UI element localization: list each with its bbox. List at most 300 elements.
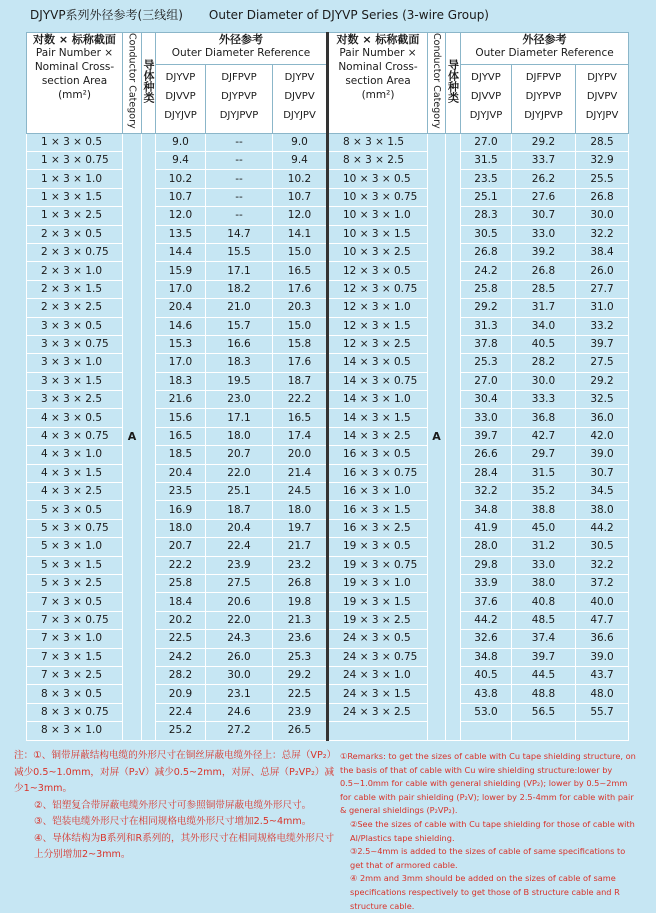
- pair-cell: 8 × 3 × 1.5: [328, 133, 428, 151]
- header-models-col1-left: DJYVP DJVVP DJYJVP: [156, 64, 206, 133]
- value-cell: 38.8: [512, 501, 576, 519]
- pair-cell: 4 × 3 × 0.75: [27, 427, 123, 445]
- value-cell: 17.1: [206, 409, 273, 427]
- header-category-cn-right: 导体种类: [446, 33, 461, 134]
- table-row: [27, 225, 629, 243]
- table-row: [27, 574, 629, 592]
- pair-cell: 19 × 3 × 1.0: [328, 574, 428, 592]
- value-cell: 22.4: [156, 703, 206, 721]
- pair-cell: 24 × 3 × 0.5: [328, 630, 428, 648]
- value-cell: 14.7: [206, 225, 273, 243]
- table-row: [27, 133, 629, 151]
- value-cell: 23.9: [206, 556, 273, 574]
- table-row: [27, 685, 629, 703]
- value-cell: 24.2: [156, 648, 206, 666]
- value-cell: 44.5: [512, 666, 576, 684]
- header-od-left: 外径参考 Outer Diameter Reference: [156, 33, 328, 65]
- pair-cell: 7 × 3 × 1.0: [27, 630, 123, 648]
- table-row: [27, 519, 629, 537]
- table-row: [27, 501, 629, 519]
- value-cell: 38.0: [512, 574, 576, 592]
- value-cell: 18.4: [156, 593, 206, 611]
- value-cell: 25.3: [461, 354, 512, 372]
- value-cell: 10.2: [156, 170, 206, 188]
- header-models-col2-left: DJFPVP DJYPVP DJYJPVP: [206, 64, 273, 133]
- page-title: [30, 6, 489, 23]
- table-row: [27, 427, 629, 445]
- pair-cell: 24 × 3 × 0.75: [328, 648, 428, 666]
- value-cell: 26.6: [461, 446, 512, 464]
- value-cell: 26.2: [512, 170, 576, 188]
- pair-cell: 1 × 3 × 1.0: [27, 170, 123, 188]
- value-cell: 30.4: [461, 391, 512, 409]
- value-cell: 32.5: [576, 391, 629, 409]
- value-cell: 24.5: [273, 483, 328, 501]
- value-cell: 23.9: [273, 703, 328, 721]
- header-od-right: 外径参考 Outer Diameter Reference: [461, 33, 629, 65]
- pair-cell: 2 × 3 × 0.75: [27, 243, 123, 261]
- value-cell: 29.2: [512, 133, 576, 151]
- value-cell: 18.0: [156, 519, 206, 537]
- value-cell: 21.7: [273, 538, 328, 556]
- value-cell: 36.8: [512, 409, 576, 427]
- value-cell: 27.0: [461, 133, 512, 151]
- value-cell: 40.8: [512, 593, 576, 611]
- header-pair-right: 对数 × 标称截面 Pair Number × Nominal Cross-section Area (mm²): [328, 33, 428, 134]
- pair-cell: 4 × 3 × 2.5: [27, 483, 123, 501]
- value-cell: 56.5: [512, 703, 576, 721]
- value-cell: 17.1: [206, 262, 273, 280]
- header-category-cn-left: 导体种类: [142, 33, 156, 134]
- note-en-item: ①Remarks: to get the sizes of cable with Cu tape shielding structure, on the basis of that of cable with Cu wire shielding structure:lower by 0.5~1.0mm for cable with general shielding (VP₂); lower by 0.5~2mm for cable with pair shielding (P₂V); lower by 2.5-4mm for cable with pair & general shieldings (P₂VP₂).: [340, 751, 636, 816]
- value-cell: 23.6: [273, 630, 328, 648]
- value-cell: 34.8: [461, 648, 512, 666]
- table-row: [27, 170, 629, 188]
- header-models-col3-left: DJYPV DJVPV DJYJPV: [273, 64, 328, 133]
- pair-cell: 2 × 3 × 1.5: [27, 280, 123, 298]
- table-row: [27, 722, 629, 740]
- value-cell: 43.7: [576, 666, 629, 684]
- pair-cell: [328, 722, 428, 740]
- value-cell: 15.3: [156, 335, 206, 353]
- pair-cell: 3 × 3 × 1.5: [27, 372, 123, 390]
- value-cell: 40.5: [461, 666, 512, 684]
- value-cell: 20.4: [156, 464, 206, 482]
- table-row: [27, 335, 629, 353]
- table-row: [27, 483, 629, 501]
- value-cell: 20.7: [156, 538, 206, 556]
- value-cell: 14.1: [273, 225, 328, 243]
- value-cell: 19.7: [273, 519, 328, 537]
- note-cn-item: ④、导体结构为B系列和R系列的，其外形尺寸在相同规格电缆外形尺寸上分别增加2~3mm。: [34, 832, 335, 860]
- value-cell: 37.8: [461, 335, 512, 353]
- table-row: [27, 464, 629, 482]
- value-cell: 32.9: [576, 152, 629, 170]
- value-cell: 9.4: [156, 152, 206, 170]
- value-cell: 39.7: [461, 427, 512, 445]
- value-cell: 28.5: [576, 133, 629, 151]
- pair-cell: 14 × 3 × 0.5: [328, 354, 428, 372]
- value-cell: 16.5: [273, 262, 328, 280]
- value-cell: 41.9: [461, 519, 512, 537]
- table-row: [27, 299, 629, 317]
- value-cell: 21.3: [273, 611, 328, 629]
- value-cell: 22.5: [273, 685, 328, 703]
- value-cell: 26.5: [273, 722, 328, 740]
- pair-cell: 8 × 3 × 0.75: [27, 703, 123, 721]
- value-cell: 17.6: [273, 280, 328, 298]
- value-cell: 15.5: [206, 243, 273, 261]
- value-cell: 38.4: [576, 243, 629, 261]
- value-cell: 25.5: [576, 170, 629, 188]
- category-spacer: [142, 133, 156, 740]
- value-cell: 10.7: [273, 188, 328, 206]
- value-cell: 40.5: [512, 335, 576, 353]
- value-cell: 26.8: [576, 188, 629, 206]
- pair-cell: 16 × 3 × 2.5: [328, 519, 428, 537]
- table-row: [27, 188, 629, 206]
- value-cell: 26.8: [512, 262, 576, 280]
- table-row: [27, 556, 629, 574]
- value-cell: 30.0: [512, 372, 576, 390]
- value-cell: 32.2: [576, 556, 629, 574]
- value-cell: 22.5: [156, 630, 206, 648]
- value-cell: 31.5: [512, 464, 576, 482]
- pair-cell: 10 × 3 × 1.0: [328, 207, 428, 225]
- category-cell: A: [428, 133, 446, 740]
- header-category-en-left: Conductor Category: [123, 33, 142, 134]
- value-cell: 33.0: [512, 556, 576, 574]
- value-cell: 19.8: [273, 593, 328, 611]
- value-cell: 22.0: [206, 611, 273, 629]
- value-cell: 22.2: [273, 391, 328, 409]
- value-cell: 29.2: [461, 299, 512, 317]
- value-cell: 33.3: [512, 391, 576, 409]
- value-cell: 18.0: [273, 501, 328, 519]
- pair-cell: 5 × 3 × 0.5: [27, 501, 123, 519]
- value-cell: --: [206, 170, 273, 188]
- value-cell: 28.2: [156, 666, 206, 684]
- value-cell: 29.8: [461, 556, 512, 574]
- value-cell: 30.0: [576, 207, 629, 225]
- value-cell: 31.3: [461, 317, 512, 335]
- value-cell: 13.5: [156, 225, 206, 243]
- pair-cell: 19 × 3 × 0.75: [328, 556, 428, 574]
- value-cell: 27.2: [206, 722, 273, 740]
- pair-cell: 8 × 3 × 0.5: [27, 685, 123, 703]
- value-cell: 9.0: [273, 133, 328, 151]
- pair-cell: 8 × 3 × 1.0: [27, 722, 123, 740]
- pair-cell: 10 × 3 × 0.75: [328, 188, 428, 206]
- value-cell: 27.7: [576, 280, 629, 298]
- header-models-col2-right: DJFPVP DJYPVP DJYJPVP: [512, 64, 576, 133]
- value-cell: 31.2: [512, 538, 576, 556]
- pair-cell: 2 × 3 × 1.0: [27, 262, 123, 280]
- value-cell: 47.7: [576, 611, 629, 629]
- pair-cell: 3 × 3 × 0.75: [27, 335, 123, 353]
- value-cell: 17.6: [273, 354, 328, 372]
- value-cell: 26.8: [273, 574, 328, 592]
- notes-chinese: [14, 748, 336, 864]
- value-cell: 38.0: [576, 501, 629, 519]
- value-cell: 10.7: [156, 188, 206, 206]
- title-en: Outer Diameter of DJYVP Series (3-wire Group): [208, 8, 489, 22]
- value-cell: 16.5: [273, 409, 328, 427]
- pair-cell: 16 × 3 × 0.5: [328, 446, 428, 464]
- value-cell: 45.0: [512, 519, 576, 537]
- value-cell: 15.9: [156, 262, 206, 280]
- table-row: [27, 648, 629, 666]
- table-row: [27, 317, 629, 335]
- value-cell: 27.6: [512, 188, 576, 206]
- value-cell: 33.7: [512, 152, 576, 170]
- value-cell: 15.8: [273, 335, 328, 353]
- note-en-item: ③2.5~4mm is added to the sizes of cable of same specifications to get that of armored cable.: [350, 846, 626, 870]
- value-cell: 20.4: [206, 519, 273, 537]
- value-cell: 24.3: [206, 630, 273, 648]
- value-cell: 23.5: [461, 170, 512, 188]
- value-cell: 32.2: [576, 225, 629, 243]
- value-cell: 17.4: [273, 427, 328, 445]
- value-cell: 17.0: [156, 354, 206, 372]
- pair-cell: 5 × 3 × 1.0: [27, 538, 123, 556]
- value-cell: 25.8: [156, 574, 206, 592]
- pair-cell: 24 × 3 × 1.5: [328, 685, 428, 703]
- value-cell: 37.6: [461, 593, 512, 611]
- value-cell: 9.0: [156, 133, 206, 151]
- pair-cell: 7 × 3 × 1.5: [27, 648, 123, 666]
- value-cell: 29.2: [273, 666, 328, 684]
- value-cell: 28.4: [461, 464, 512, 482]
- value-cell: --: [206, 133, 273, 151]
- table-row: [27, 666, 629, 684]
- category-spacer: [446, 133, 461, 740]
- value-cell: 30.7: [576, 464, 629, 482]
- value-cell: 18.3: [206, 354, 273, 372]
- value-cell: 42.0: [576, 427, 629, 445]
- table-row: [27, 446, 629, 464]
- table-row: [27, 152, 629, 170]
- value-cell: --: [206, 188, 273, 206]
- value-cell: 22.2: [156, 556, 206, 574]
- value-cell: 10.2: [273, 170, 328, 188]
- table-row: [27, 703, 629, 721]
- pair-cell: 3 × 3 × 2.5: [27, 391, 123, 409]
- table-row: [27, 262, 629, 280]
- pair-cell: 2 × 3 × 0.5: [27, 225, 123, 243]
- value-cell: 39.0: [576, 446, 629, 464]
- value-cell: 29.2: [576, 372, 629, 390]
- value-cell: 34.0: [512, 317, 576, 335]
- value-cell: 25.1: [461, 188, 512, 206]
- value-cell: 35.2: [512, 483, 576, 501]
- value-cell: 43.8: [461, 685, 512, 703]
- pair-cell: 16 × 3 × 1.0: [328, 483, 428, 501]
- pair-cell: 7 × 3 × 0.5: [27, 593, 123, 611]
- pair-cell: 4 × 3 × 1.0: [27, 446, 123, 464]
- value-cell: 48.8: [512, 685, 576, 703]
- pair-cell: 24 × 3 × 2.5: [328, 703, 428, 721]
- pair-cell: 3 × 3 × 0.5: [27, 317, 123, 335]
- table-row: [27, 611, 629, 629]
- note-en-item: ④ 2mm and 3mm should be added on the sizes of cable of same specifications respectively to get those of B structure cable and R structure cable.: [350, 873, 620, 911]
- value-cell: 18.2: [206, 280, 273, 298]
- value-cell: 39.0: [576, 648, 629, 666]
- note-en-item: ②See the sizes of cable with Cu tape shielding for those of cable with Al/Plastics tape shielding.: [350, 818, 635, 843]
- pair-cell: 14 × 3 × 2.5: [328, 427, 428, 445]
- value-cell: 48.5: [512, 611, 576, 629]
- pair-cell: 14 × 3 × 1.0: [328, 391, 428, 409]
- value-cell: 20.6: [206, 593, 273, 611]
- table-row: [27, 354, 629, 372]
- value-cell: 21.4: [273, 464, 328, 482]
- value-cell: 39.2: [512, 243, 576, 261]
- value-cell: 21.0: [206, 299, 273, 317]
- pair-cell: 5 × 3 × 0.75: [27, 519, 123, 537]
- value-cell: 24.6: [206, 703, 273, 721]
- value-cell: 18.7: [206, 501, 273, 519]
- value-cell: 48.0: [576, 685, 629, 703]
- value-cell: 27.5: [576, 354, 629, 372]
- table-row: [27, 391, 629, 409]
- pair-cell: 7 × 3 × 2.5: [27, 666, 123, 684]
- value-cell: 23.0: [206, 391, 273, 409]
- table-row: [27, 372, 629, 390]
- value-cell: 23.2: [273, 556, 328, 574]
- pair-cell: 10 × 3 × 2.5: [328, 243, 428, 261]
- value-cell: 25.1: [206, 483, 273, 501]
- value-cell: 12.0: [273, 207, 328, 225]
- value-cell: 30.5: [576, 538, 629, 556]
- pair-cell: 16 × 3 × 1.5: [328, 501, 428, 519]
- table-row: [27, 280, 629, 298]
- header-models-col1-right: DJYVP DJVVP DJYJVP: [461, 64, 512, 133]
- pair-cell: 5 × 3 × 1.5: [27, 556, 123, 574]
- value-cell: 27.5: [206, 574, 273, 592]
- value-cell: 16.9: [156, 501, 206, 519]
- value-cell: [512, 722, 576, 740]
- value-cell: [576, 722, 629, 740]
- header-pair-left: 对数 × 标称截面 Pair Number × Nominal Cross-section Area (mm²): [27, 33, 123, 134]
- value-cell: 36.6: [576, 630, 629, 648]
- pair-cell: 12 × 3 × 2.5: [328, 335, 428, 353]
- value-cell: 30.5: [461, 225, 512, 243]
- value-cell: 16.5: [156, 427, 206, 445]
- pair-cell: 12 × 3 × 1.0: [328, 299, 428, 317]
- pair-cell: 7 × 3 × 0.75: [27, 611, 123, 629]
- title-cn: DJYVP系列外径参考(三线组): [30, 8, 183, 22]
- value-cell: 28.5: [512, 280, 576, 298]
- pair-cell: 3 × 3 × 1.0: [27, 354, 123, 372]
- pair-cell: 14 × 3 × 1.5: [328, 409, 428, 427]
- value-cell: 18.5: [156, 446, 206, 464]
- value-cell: 17.0: [156, 280, 206, 298]
- value-cell: 24.2: [461, 262, 512, 280]
- table-row: [27, 243, 629, 261]
- value-cell: 37.2: [576, 574, 629, 592]
- value-cell: 14.4: [156, 243, 206, 261]
- table-row: [27, 538, 629, 556]
- note-cn-item: ③、铠装电缆外形尺寸在相同规格电缆外形尺寸增加2.5~4mm。: [34, 816, 312, 827]
- value-cell: 15.0: [273, 317, 328, 335]
- value-cell: 28.3: [461, 207, 512, 225]
- value-cell: 33.9: [461, 574, 512, 592]
- value-cell: 44.2: [576, 519, 629, 537]
- value-cell: 53.0: [461, 703, 512, 721]
- pair-cell: 1 × 3 × 2.5: [27, 207, 123, 225]
- value-cell: 15.0: [273, 243, 328, 261]
- value-cell: 33.2: [576, 317, 629, 335]
- pair-cell: 12 × 3 × 1.5: [328, 317, 428, 335]
- pair-cell: 2 × 3 × 2.5: [27, 299, 123, 317]
- value-cell: 25.2: [156, 722, 206, 740]
- pair-cell: 14 × 3 × 0.75: [328, 372, 428, 390]
- value-cell: 34.8: [461, 501, 512, 519]
- pair-cell: 19 × 3 × 2.5: [328, 611, 428, 629]
- value-cell: 32.6: [461, 630, 512, 648]
- value-cell: 21.6: [156, 391, 206, 409]
- header-category-en-right: Conductor Category: [428, 33, 446, 134]
- header-models-col3-right: DJYPV DJVPV DJYJPV: [576, 64, 629, 133]
- value-cell: 39.7: [512, 648, 576, 666]
- value-cell: 28.0: [461, 538, 512, 556]
- value-cell: 40.0: [576, 593, 629, 611]
- value-cell: 22.4: [206, 538, 273, 556]
- value-cell: 16.6: [206, 335, 273, 353]
- value-cell: 55.7: [576, 703, 629, 721]
- value-cell: 37.4: [512, 630, 576, 648]
- table-row: [27, 593, 629, 611]
- value-cell: 32.2: [461, 483, 512, 501]
- value-cell: 33.0: [512, 225, 576, 243]
- value-cell: 42.7: [512, 427, 576, 445]
- pair-cell: 4 × 3 × 0.5: [27, 409, 123, 427]
- value-cell: 23.1: [206, 685, 273, 703]
- value-cell: 19.5: [206, 372, 273, 390]
- value-cell: 25.8: [461, 280, 512, 298]
- pair-cell: 10 × 3 × 0.5: [328, 170, 428, 188]
- category-cell: A: [123, 133, 142, 740]
- pair-cell: 24 × 3 × 1.0: [328, 666, 428, 684]
- note-cn-item: 注：①、铜带屏蔽结构电缆的外形尺寸在铜丝屏蔽电缆外径上：总屏（VP₂）减少0.5~1.0mm，对屏（P₂V）减少0.5~2mm，对屏、总屏（P₂VP₂）减少1~3mm。: [14, 750, 335, 794]
- value-cell: 31.7: [512, 299, 576, 317]
- value-cell: 23.5: [156, 483, 206, 501]
- value-cell: 20.7: [206, 446, 273, 464]
- value-cell: 27.0: [461, 372, 512, 390]
- pair-cell: 1 × 3 × 1.5: [27, 188, 123, 206]
- value-cell: 26.8: [461, 243, 512, 261]
- pair-cell: 1 × 3 × 0.5: [27, 133, 123, 151]
- value-cell: 20.4: [156, 299, 206, 317]
- pair-cell: 1 × 3 × 0.75: [27, 152, 123, 170]
- value-cell: 15.6: [156, 409, 206, 427]
- pair-cell: 19 × 3 × 1.5: [328, 593, 428, 611]
- value-cell: 29.7: [512, 446, 576, 464]
- pair-cell: 4 × 3 × 1.5: [27, 464, 123, 482]
- value-cell: 44.2: [461, 611, 512, 629]
- notes-english: [340, 750, 640, 913]
- value-cell: 39.7: [576, 335, 629, 353]
- value-cell: 31.5: [461, 152, 512, 170]
- value-cell: 30.0: [206, 666, 273, 684]
- table-row: [27, 409, 629, 427]
- value-cell: 12.0: [156, 207, 206, 225]
- value-cell: 33.0: [461, 409, 512, 427]
- value-cell: 31.0: [576, 299, 629, 317]
- value-cell: 36.0: [576, 409, 629, 427]
- value-cell: [461, 722, 512, 740]
- value-cell: 26.0: [206, 648, 273, 666]
